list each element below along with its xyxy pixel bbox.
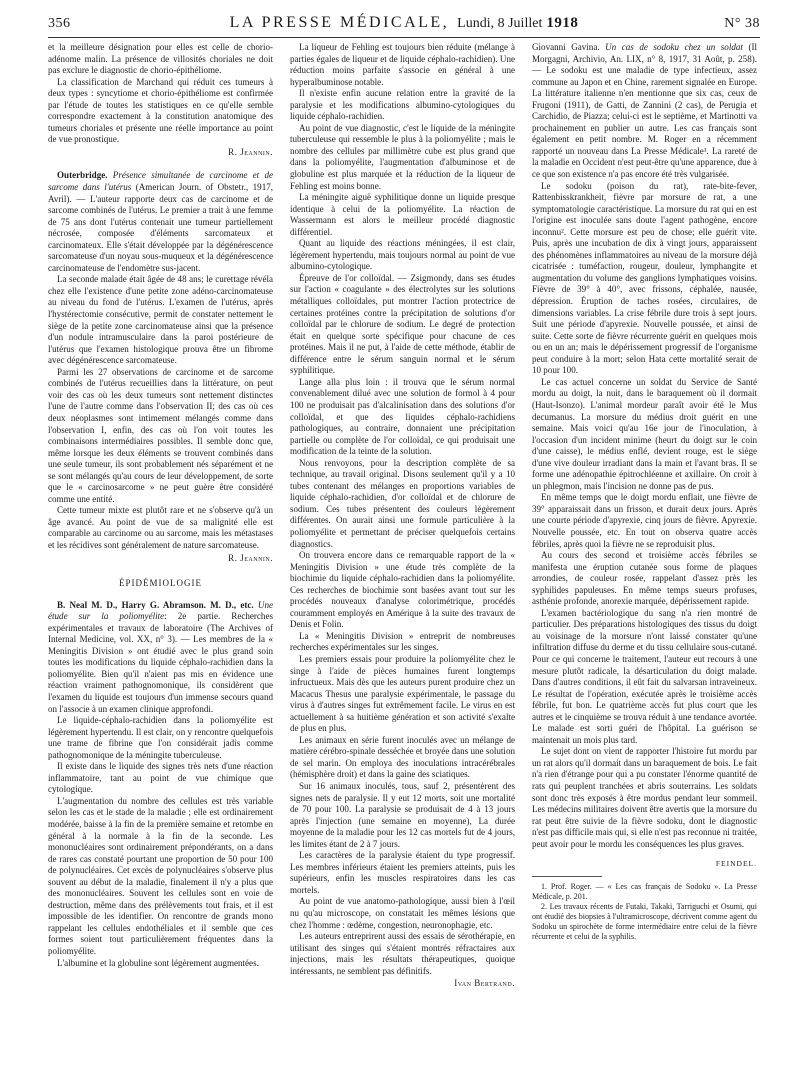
paragraph: Les auteurs entreprirent aussi des essais de sérothérapie, en utilisant des singes qui s'étaient montrés réfractaires aux injections, mais les résultats thérapeutiques, quoique intéressants, ne semblent pas définitifs.: [290, 931, 515, 976]
column-left: [48, 42, 273, 1072]
article-text: — Le sodoku est une maladie de type infectieux, assez commune au Japon et en Chine, rarement signalée en Europe. La littérature italienne n'en mentionne que six cas, ceux de Frugoni (1911), de Gatti, de Zannini (2 cas), de Perugia et Carchidio, de Piazza; celui-ci est le septième, et Martinotti va prochainement en publier un autre. Les cas français sont également en petit nombre. M. Roger en a récemment rapporté un nouveau dans La Presse Médicale¹. La rareté de la maladie en Occident n'est peut-être qu'une apparence, due à ce que son existence n'a pas encore été très vulgarisée.: [532, 65, 757, 180]
journal-title: LA PRESSE MÉDICALE,: [229, 14, 450, 31]
paragraph: Lange alla plus loin : il trouva que le sérum normal convenablement dilué avec une solution de formol à 4 pour 100 ne produisait pas d'alcalinisation dans des solutions d'or colloïdal, et que des liquides céphalo-rachidiens pathologiques, au contraire, donnaient une précipitation partielle ou complète de l'or colloïdal, ce qui produisait une modification de la teinte de la solution.: [290, 376, 515, 457]
article-author: Giovanni Gavina.: [532, 42, 600, 52]
paragraph: Le sodoku (poison du rat), rate-bite-fever, Rattenbisskrankheit, fièvre par morsure de rat, a une symptomatologie caractéristique. La morsure du rat qui en est l'origine est inoculée sans doute l'agent pathogène, encore inconnu². Cette morsure est peu de chose; elle guérit vite. Puis, après une incubation de dix à vingt jours, apparaissent des phénomènes inflammatoires au niveau de la morsure déjà cicatrisée : tuméfaction, rougeur, douleur, lymphangite et augmentation du volume des ganglions lymphatiques voisins. Fièvre de 39° à 40°, avec frissons, céphalée, nausée, dépression. Éruption de taches rosées, circulaires, de dimensions variables. La crise fébrile dure trois à sept jours. Suit une période d'apyrexie. Nouvelle poussée, et ainsi de suite. Cette sorte de fièvre récurrente guérit en quelques mois ou en un an; mais le dépérissement progressif de l'organisme peut conduire à la mort; selon Hata cette mortalité serait de 10 pour 100.: [532, 180, 757, 376]
article-title: Présence simultanée de carcinome et de sarcome dans l'utérus: [48, 170, 273, 193]
paragraph: La « Meningitis Division » entreprit de nombreuses recherches expérimentales sur les singes.: [290, 630, 515, 653]
article-abstract: [532, 42, 757, 181]
paragraph: Il existe dans le liquide des signes très nets d'une réaction inflammatoire, tant au point de vue chimique que cytologique.: [48, 761, 273, 795]
paragraph: Les premiers essais pour produire la poliomyélite chez le singe à l'aide de pièces humaines furent longtemps infructueux. Mais dès que les auteurs purent produire chez un Macacus Thesus une paralysie expérimentale, le passage du virus à d'autres singes fut extrêmement facile. Le virus en est actuellement à sa huitième génération et son activité s'exalte de plus en plus.: [290, 653, 515, 734]
paragraph: L'albumine et la globuline sont légèrement augmentées.: [57, 957, 259, 968]
paragraph: Le cas actuel concerne un soldat du Service de Santé mordu au doigt, la nuit, dans le baraquement où il dormait (Haut-Isonzo). L'animal mordeur paraît avoir été le Mus decumanus. La morsure du médius droit guérit en une semaine. Mais voici qu'au 16e jour de l'inoculation, à l'occasion d'un incident minime (heurt du doigt sur le coin d'une caisse), le médius enflé, devient rouge, est le siège d'une vive douleur irradiant dans la main et l'avant bras. Il se forme une adénopathie épitrochléenne et axillaire. On croit à un phlegmon, mais l'incision ne donne pas de pus.: [532, 376, 757, 491]
paragraph: Au point de vue diagnostic, c'est le liquide de la méningite tuberculeuse qui ressemble le plus à la poliomyélite ; mais le nombre des cellules par millimètre cube est plus grand que dans la poliomyélite, l'augmentation d'albuminose et de globuline est plus marquée et la réduction de la liqueur de Fehling est moins bonne.: [290, 122, 515, 191]
paragraph: Cette tumeur mixte est plutôt rare et ne s'observe qu'à un âge avancé. Au point de vue de sa malignité elle est comparable au carcinome ou au sarcome, mais les métastases et les récidives sont généralement de nature sarcomateuse.: [48, 505, 273, 550]
paragraph: Il n'existe enfin aucune relation entre la gravité de la paralysie et les modifications albumino-cytologiques du liquide céphalo-rachidien.: [290, 88, 515, 122]
paragraph: Épreuve de l'or colloïdal. — Zsigmondy, dans ses études sur l'action « coagulante » des électrolytes sur les solutions métalliques colloïdales, put montrer l'action protectrice de certaines protéines contre la précipitation de solutions d'or colloïdal par le chlorure de sodium. Le degré de protection était en quelque sorte spécifique pour chacune de ces protéines. Mais il ne put, à l'aide de cette méthode, établir de différence entre le sérum sanguin normal et le sérum syphilitique.: [290, 272, 515, 376]
paragraph: La classification de Marchand qui réduit ces tumeurs à deux types : syncytiome et chorio-épithéliome est confirmée par l'étude de toutes les statistiques en ce qu'elle semble correspondre exactement à la constitution anatomique des tumeurs choriales et présente une réelle importance au point de vue pronostique.: [48, 76, 273, 145]
running-head: [48, 14, 760, 32]
paragraph: Nous renvoyons, pour la description complète de sa technique, au travail original. Disons seulement qu'il y a 10 tubes contenant des mélanges en proportions variables de liquide céphalo-rachidien, d'or colloïdal et de chlorure de sodium. Ces tubes présentent des couleurs légèrement différentes. On aurait ainsi une formule particulière à la poliomyélite et permettant de préciser quelquefois certains diagnostics.: [290, 457, 515, 549]
article-author: B. Neal M. D., Harry G. Abramson. M. D., etc.: [57, 599, 254, 610]
paragraph: Les caractères de la paralysie étaient du type progressif. Les membres inférieurs étaient les premiers atteints, puis les supérieurs, enfin les muscles respiratoires dans les cas mortels.: [290, 850, 515, 895]
signature: R. Jeannin.: [228, 552, 273, 563]
article-author: Outerbridge.: [57, 170, 108, 181]
article-abstract: [48, 170, 273, 274]
paragraph: Parmi les 27 observations de carcinome et de sarcome combinés de l'utérus recueillies dans la littérature, on peut voir des cas où les deux tumeurs sont nettement distinctes l'une de l'autre comme dans l'observation II; des cas où ces deux néoplasmes sont intimement mélangés comme dans l'observation I, enfin, des cas où l'on voit toutes les combinaisons intermédiaires possibles. Il semble donc que, même lorsque les deux éléments se trouvent combinés dans une seule tumeur, ils sont probablement nés séparément et ne se sont mélangés qu'au cours de leur développement, de sorte que le « carcinosarcome » ne peut guère être considéré comme une entité.: [48, 366, 273, 504]
column-middle: [290, 42, 515, 1072]
paragraph: Au point de vue anatomo-pathologique, aussi bien à l'œil nu qu'au microscope, on constatait les mêmes lésions que chez l'homme : œdème, congestion, neuronophagie, etc.: [290, 896, 515, 930]
page-header: [48, 14, 760, 36]
paragraph: L'examen bactériologique du sang n'a rien montré de particulier. Des préparations histologiques des tissus du doigt au voisinage de la morsure n'ont laissé constater qu'une infiltration diffuse du derme et du tissu cellulaire sous-cutané. Pour ce qui concerne le traitement, l'auteur eut recours à une mesure plutôt radicale, la désarticulation du doigt malade. Dans d'autres conditions, il eût fait du salvarsan intraveineux. Le résultat de l'opération, exécutée après le troisième accès fébrile, fut bon. Le quatrième accès fut plus court que les autres et le cinquième se trouva réduit à une tendance avortée. Le malade est sorti guéri de l'hôpital. La guérison se maintenait un mois plus tard.: [532, 607, 757, 745]
paragraph: et la meilleure désignation pour elles est celle de chorio-adénome malin. La présence de villosités choriales ne doit pas exclure le diagnostic de chorio-épithéliome.: [48, 42, 273, 76]
paragraph: On trouvera encore dans ce remarquable rapport de la « Meningitis Division » une étude très complète de la biochimie du liquide céphalo-rachidien dans la poliomyélite. Ces recherches de biochimie sont basées avant tout sur les procédés nouveaux d'analyse colorimétrique, procédés couramment employés en Amérique à la suite des travaux de Denis et Folin.: [290, 550, 515, 630]
issue-number: N° 38: [724, 16, 760, 31]
footnote-rule: [532, 876, 602, 877]
article-text: — Les membres de la « Meningitis Division » ont étudié avec le plus grand soin toutes les modifications du liquide céphalo-rachidien dans la poliomyélite. Bien qu'il n'aient pas mis en évidence une réaction vraiment pathognomonique, ils considèrent que l'examen du liquide est toujours d'un immense secours quand on l'associe à un examen clinique approfondi.: [48, 634, 273, 714]
paragraph: En même temps que le doigt mordu enflait, une fièvre de 39° apparaissait dans un frisson, et durait deux jours. Après une courte période d'apyrexie, cinq jours de fièvre. Apyrexie. Nouvelle poussée, etc. En tout on observa quatre accès fébriles, après quoi la fièvre ne se reproduisit plus.: [532, 492, 757, 549]
paragraph: Sur 16 animaux inoculés, tous, sauf 2, présentèrent des signes nets de paralysie. Il y eut 12 morts, soit une mortalité de 70 pour 100. La paralysie se produisait de 4 à 13 jours après l'injection (une semaine en moyenne), La durée moyenne de la maladie pour les 12 cas mortels fut de 4 jours, les limites étant de 2 à 7 jours.: [290, 781, 515, 849]
footnote: 2. Les travaux récents de Futaki, Takaki, Tarriguchi et Osumi, qui ont étudié des biopsies à l'ultramicroscope, décrivent comme agent du Sodoku un spirochète de forme intermédiaire entre celui de la fièvre récurrente et celui de la syphilis.: [532, 901, 757, 941]
article-abstract: [48, 600, 273, 715]
article-reference: (Il Morgagni, Archivio, An. LIX, n° 8, 1917, 31 Août, p. 258).: [532, 42, 757, 64]
signature: Ivan Bertrand.: [454, 978, 515, 989]
signature: FEINDEL.: [715, 859, 757, 869]
article-text: — L'auteur rapporte deux cas de carcinome et de sarcome combinés de l'utérus. Le premier a trait à une femme de 75 ans dont l'utérus contenait une tumeur partiellement nécrosée, composée d'éléments sarcomateux et carcinomateux. Elle s'était développée par la dégénérescence sarcomateuse d'un noyau sous-muqueux et la dégénérescence carcinomateuse de l'endomètre sus-jacent.: [48, 193, 273, 273]
article-reference: : 2e partie. Recherches expérimentales et travaux de laboratoire (The Archives of Internal Medicine, vol. XX, n° 3).: [48, 611, 273, 645]
paragraph: L'augmentation du nombre des cellules est très variable selon les cas et le stade de la maladie ; elle est ordinairement modérée, baisse à la fin de la première semaine et retombe en général à la normale à la fin de la seconde. Les mononucléaires sont ordinairement prépondérants, on a dans de rares cas constaté pourtant une proportion de 50 pour 100 de polynucléaires. Cet excès de polynucléaires s'observe plus souvent au début de la maladie, finalement il n'y a plus que des mononucléaires. Souvent les cellules sont en voie de destruction, même dans des prélèvements tout frais, et il est impossible de les identifier. On rencontre de grands mono rappelant les cellules endothéliales et il semble que ces formes soient tout particulièrement fréquentes dans la poliomyélite.: [48, 795, 273, 957]
page-number: 356: [48, 16, 71, 31]
section-heading: ÉPIDÉMIOLOGIE: [119, 578, 202, 589]
paragraph: Le sujet dont on vient de rapporter l'histoire fut mordu par un rat alors qu'il dormait dans un baraquement de bois. Le fait n'a rien d'étrange pour qui a pu constater l'énorme quantité de rats qui peuplent tranchées et abris souterrains. Les soldats sont donc très exposés à être mordus pendant leur sommeil. Les médecins militaires doivent être avertis que la morsure du rat peut être suivie de la fièvre sodoku, dont le diagnostic n'est pas difficile mais qui, si elle n'est pas reconnue ni traitée, peut avoir pour le mordu les conséquences les plus graves.: [532, 746, 757, 849]
signature: R. Jeannin.: [228, 146, 273, 157]
spacer: [48, 158, 273, 170]
paragraph: La seconde malade était âgée de 48 ans; le curettage révéla chez elle l'existence d'une petite zone adéno-carcinomateuse au niveau du fond de l'utérus. L'examen de l'utérus, après l'hystérectomie consécutive, permit de constater nettement le siège de la petite zone carcinomateuse ainsi que la présence d'un nodule intramusculaire dans la paroi postérieure de l'utérus que l'examen histologique prouva être un fibrome avec dégénérescence sarcomateuse.: [48, 274, 273, 366]
paragraph: Le liquide-céphalo-rachidien dans la poliomyélite est légèrement hypertendu. Il est clair, on y rencontre quelquefois une trame de fibrine que l'on considérait jadis comme pathognomonique de la méningite tuberculeuse.: [48, 715, 273, 760]
paragraph: La méningite aiguë syphilitique donne un liquide presque identique à celui de la poliomyélite. La réaction de Wassermann est alors le meilleur procédé diagnostic différentiel.: [290, 192, 515, 237]
article-title: Un cas de sodoku chez un soldat: [605, 42, 743, 52]
column-right: [532, 42, 757, 1072]
issue-date: Lundi, 8 Juillet: [457, 16, 543, 31]
issue-year: 1918: [546, 15, 579, 31]
paragraph: Les animaux en série furent inoculés avec un mélange de matière cérébro-spinale desséchée et broyée dans une solution de sel marin. On employa des inoculations intracérébrales (hémisphère droit) et dans la gaine des sciatiques.: [290, 734, 515, 780]
paragraph: La liqueur de Fehling est toujours bien réduite (mélange à parties égales de liqueur et de liquide céphalo-rachidien). Une réduction moins parfaite s'associe en général à une hyperalbuminose notable.: [290, 42, 515, 87]
header-rule: [48, 37, 760, 38]
paragraph: Au cours des second et troisième accès fébriles se manifesta une éruption cutanée sous forme de plaques arrondies, de couleur rosée, rappelant d'assez près les syphilides papuleuses. En même temps sueurs profuses, asthénie profonde, anorexie marquée, dépérissement rapide.: [532, 550, 757, 607]
article-reference: (American Journ. of Obstetr., 1917, Avril).: [48, 182, 273, 204]
paragraph: Quant au liquide des réactions méningées, il est clair, légèrement hypertendu, mais toujours normal au point de vue albumino-cytologique.: [290, 238, 515, 272]
footnote: 1. Prof. Roger. — « Les cas français de Sodoku ». La Presse Médicale, p. 201.: [532, 881, 757, 901]
article-title: Une étude sur la poliomyélite: [48, 599, 273, 622]
